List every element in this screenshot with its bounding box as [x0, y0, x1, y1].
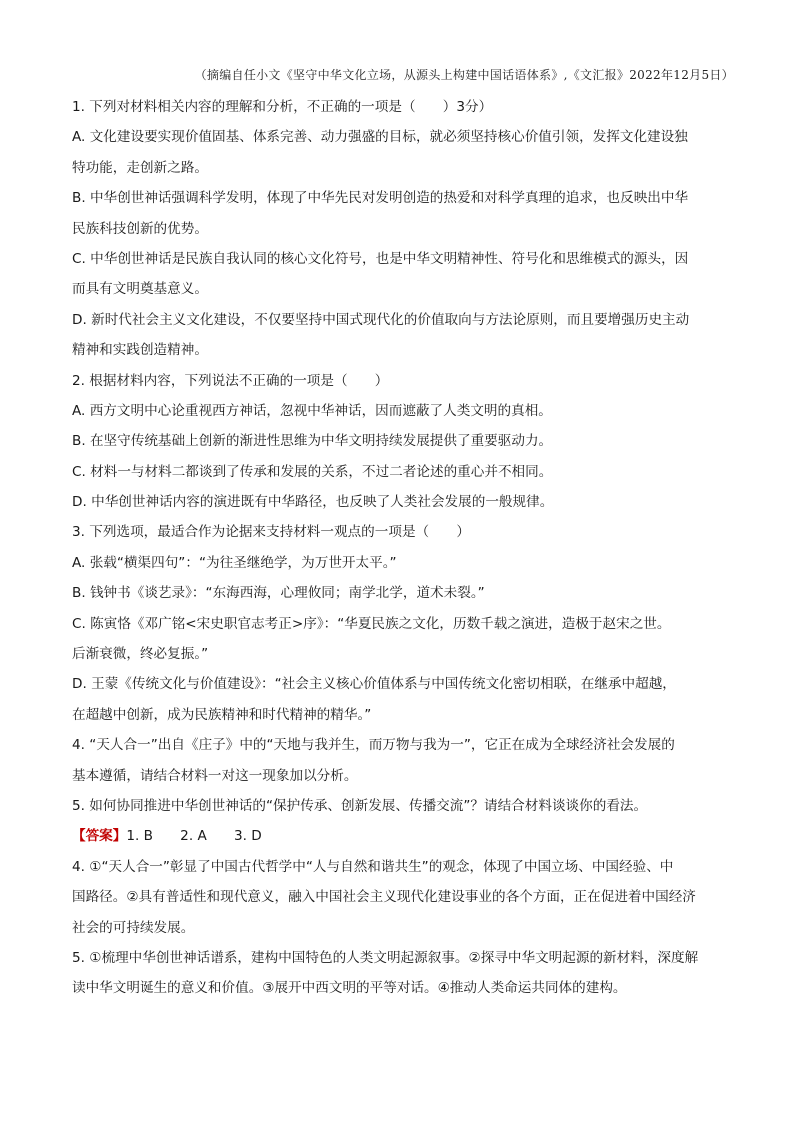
q3-option-b: B. 钱钟书《谈艺录》：“东海西海，心理攸同；南学北学，道术未裂。”	[72, 585, 485, 602]
q2-option-d: D. 中华创世神话内容的演进既有中华路径，也反映了人类社会发展的一般规律。	[72, 494, 554, 511]
answer-4-line1: 4. ①“天人合一”彰显了中国古代哲学中“人与自然和谐共生”的观念，体现了中国立场、中国经验、中	[72, 858, 674, 875]
source-citation: （摘编自任小文《坚守中华文化立场，从源头上构建中国话语体系》,《文汇报》2022年12月5日）	[194, 68, 734, 82]
q1-option-c-line2: 而具有文明奠基意义。	[72, 281, 208, 298]
answer-line	[72, 821, 724, 851]
q2-option-c: C. 材料一与材料二都谈到了传承和发展的关系，不过二者论述的重心并不相同。	[72, 463, 553, 480]
question-5: 5. 如何协同推进中华创世神话的“保护传承、创新发展、传播交流”？请结合材料谈谈你的看法。	[72, 797, 648, 814]
q1-option-b-line1: B. 中华创世神话强调科学发明，体现了中华先民对发明创造的热爱和对科学真理的追求，也反映出中华	[72, 190, 689, 207]
q3-option-c-line1: C. 陈寅恪《邓广铭<宋史职官志考正>序》：“华夏民族之文化，历数千载之演进，造极于赵宋之世。	[72, 615, 671, 632]
q1-option-c-line1: C. 中华创世神话是民族自我认同的核心文化符号，也是中华文明精神性、符号化和思维模式的源头，因	[72, 250, 689, 267]
question-4-line2: 基本遵循，请结合材料一对这一现象加以分析。	[72, 767, 358, 784]
answer-tag: 【答案】	[72, 828, 127, 845]
q1-option-d-line2: 精神和实践创造精神。	[72, 342, 208, 359]
q3-option-d-line1: D. 王蒙《传统文化与价值建设》：“社会主义核心价值体系与中国传统文化密切相联，在继承中超越，	[72, 676, 676, 693]
question-1-stem: 1. 下列对材料相关内容的理解和分析，不正确的一项是（ ）3分）	[72, 99, 493, 115]
q3-option-d-line2: 在超越中创新，成为民族精神和时代精神的精华。”	[72, 706, 372, 723]
q1-option-a-line2: 特功能，走创新之路。	[72, 159, 208, 176]
question-4-line1: 4. “天人合一”出自《庄子》中的“天地与我并生，而万物与我为一”，它正在成为全球经济社会发展的	[72, 737, 675, 754]
document-body	[72, 92, 724, 1004]
question-2-stem: 2. 根据材料内容，下列说法不正确的一项是（ ）	[72, 372, 389, 389]
q1-option-b-line2: 民族科技创新的优势。	[72, 220, 208, 237]
answer-5-line1: 5. ①梳理中华创世神话谱系，建构中国特色的人类文明起源叙事。②探寻中华文明起源的新材料，深度解	[72, 949, 699, 966]
q3-option-a: A. 张载“横渠四句”：“为往圣继绝学，为万世开太平。”	[72, 554, 397, 571]
q1-option-d-line1: D. 新时代社会主义文化建设，不仅要坚持中国式现代化的价值取向与方法论原则，而且要增强历史主动	[72, 311, 690, 328]
answer-5-line2: 读中华文明诞生的意义和价值。③展开中西文明的平等对话。④推动人类命运共同体的建构。	[72, 980, 627, 997]
answer-4-line3: 社会的可持续发展。	[72, 919, 195, 936]
q2-option-b: B. 在坚守传统基础上创新的渐进性思维为中华文明持续发展提供了重要驱动力。	[72, 433, 553, 450]
answer-choices: 1. B 2. A 3. D	[126, 828, 262, 845]
q2-option-a: A. 西方文明中心论重视西方神话，忽视中华神话，因而遮蔽了人类文明的真相。	[72, 402, 552, 419]
q1-option-a-line1: A. 文化建设要实现价值固基、体系完善、动力强盛的目标，就必须坚持核心价值引领，发挥文化建设独	[72, 129, 688, 146]
answer-4-line2: 国路径。②具有普适性和现代意义，融入中国社会主义现代化建设事业的各个方面，正在促进着中国经济	[72, 889, 696, 906]
question-3-stem: 3. 下列选项，最适合作为论据来支持材料一观点的一项是（ ）	[72, 524, 470, 541]
q3-option-c-line2: 后渐衰微，终必复振。”	[72, 646, 209, 663]
